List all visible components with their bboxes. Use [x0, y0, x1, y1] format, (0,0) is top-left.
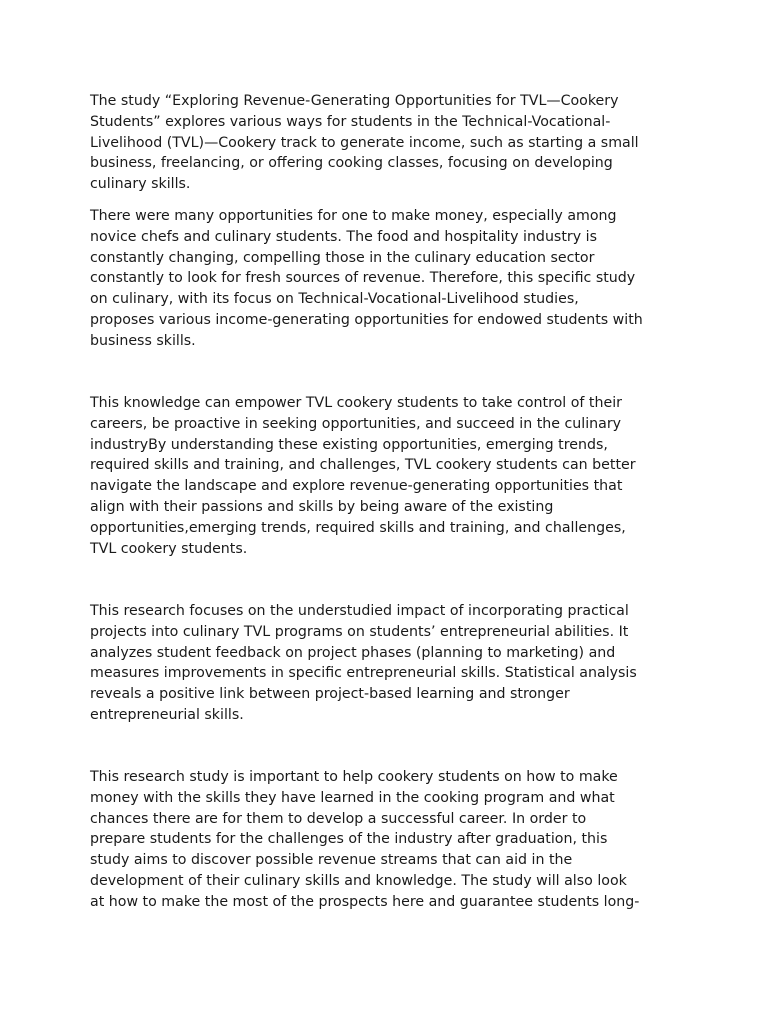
- paragraph-research-focus: This research focuses on the understudied impact of incorporating practical projects into culinary TVL programs on students’ entrepreneurial abilities. It analyzes student feedback on project phases (planning to marketing) and measures improvements in specific entrepreneurial skills. Statistical analysis reveals a positive link between project-based learning and stronger entrepreneurial skills.: [90, 603, 637, 723]
- paragraph-knowledge: This knowledge can empower TVL cookery students to take control of their careers, be proactive in seeking opportunities, and succeed in the culinary industryBy understanding these existing opportunities, emerging trends, required skills and training, and challenges, TVL cookery students can better navigate the landscape and explore revenue-generating opportunities that align with their passions and skills by being aware of the existing opportunities,emerging trends, required skills and training, and challenges, TVL cookery students.: [90, 395, 636, 557]
- paragraph-opportunities: There were many opportunities for one to make money, especially among novice chefs and culinary students. The food and hospitality industry is constantly changing, compelling those in the culinary education sector constantly to look for fresh sources of revenue. Therefore, this specific study on culinary, with its focus on Technical-Vocational-Livelihood studies, proposes various income-generating opportunities for endowed students with business skills.: [90, 208, 643, 349]
- paragraph-intro: The study “Exploring Revenue-Generating Opportunities for TVL—Cookery Students” explores various ways for students in the Technical-Vocational- Livelihood (TVL)—Cookery track to generate income, such as starting a small business, freelancing, or offering cooking classes, focusing on developing culinary skills.: [90, 93, 639, 193]
- paragraph-significance: This research study is important to help cookery students on how to make money with the skills they have learned in the cooking program and what chances there are for them to develop a successful career. In order to prepare students for the challenges of the industry after graduation, this study aims to discover possible revenue streams that can aid in the development of their culinary skills and knowledge. The study will also look at how to make the most of the prospects here and guarantee students long-: [90, 769, 640, 910]
